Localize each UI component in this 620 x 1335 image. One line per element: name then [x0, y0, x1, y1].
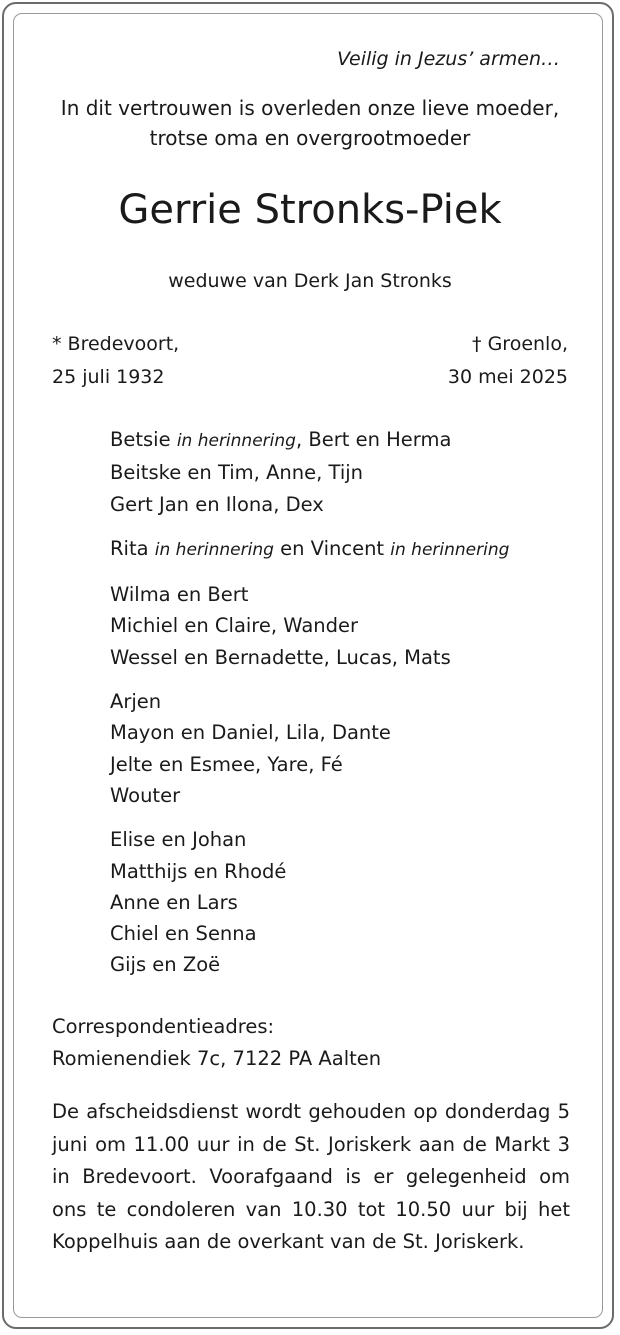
- family-line: Mayon en Daniel, Lila, Dante: [110, 721, 391, 745]
- family-member: en Vincent: [280, 536, 385, 560]
- family-line: Anne en Lars: [110, 890, 238, 914]
- birth-date: 25 juli 1932: [52, 366, 165, 388]
- family-line: Wilma en Bert: [110, 583, 249, 607]
- family-line: Gijs en Zoë: [110, 953, 221, 977]
- family-line: Matthijs en Rhodé: [110, 859, 287, 883]
- in-memory-note: in herinnering: [176, 431, 296, 451]
- correspondence-address: Romienendiek 7c, 7122 PA Aalten: [52, 1047, 382, 1070]
- family-line: Elise en Johan: [110, 828, 247, 852]
- family-member: , Bert en Herma: [295, 428, 452, 451]
- service-details: De afscheidsdienst wordt gehouden op donderdag 5 juni om 11.00 uur in de St. Joriskerk aan de Markt 3 in Bredevoort. Voorafgaand is er gelegenheid om ons te condoleren van 10.30 tot 10.50 uur bij het Koppelhuis aan de overkant van de St. Joriskerk.: [52, 1100, 570, 1253]
- birth-place: * Bredevoort,: [52, 333, 180, 355]
- widow-of: weduwe van Derk Jan Stronks: [168, 270, 452, 292]
- in-memory-note: in herinnering: [390, 539, 510, 560]
- in-memory-note: in herinnering: [154, 539, 274, 560]
- intro-line-1: In dit vertrouwen is overleden onze lieve moeder,: [60, 96, 560, 120]
- family-line: Michiel en Claire, Wander: [110, 614, 359, 638]
- family-line: Beitske en Tim, Anne, Tijn: [110, 461, 364, 485]
- deceased-name: Gerrie Stronks-Piek: [118, 187, 502, 233]
- family-line: Arjen: [110, 690, 162, 714]
- death-date: 30 mei 2025: [447, 366, 568, 388]
- family-group-1: [110, 424, 509, 520]
- family-list: [110, 424, 509, 981]
- death-place: † Groenlo,: [472, 333, 568, 355]
- intro-line-2: trotse oma en overgrootmoeder: [149, 126, 471, 150]
- correspondence: [52, 1011, 381, 1075]
- motto: Veilig in Jezus’ armen…: [337, 48, 560, 70]
- family-group-4: [110, 686, 509, 811]
- family-member: Betsie: [110, 428, 171, 451]
- family-line: Jelte en Esmee, Yare, Fé: [110, 752, 343, 776]
- family-line: Chiel en Senna: [110, 922, 257, 946]
- correspondence-label: Correspondentieadres:: [52, 1015, 275, 1038]
- family-group-5: [110, 824, 509, 980]
- family-line: [110, 424, 509, 457]
- family-group-2: [110, 533, 509, 566]
- family-line: [110, 533, 509, 566]
- family-group-3: [110, 579, 509, 673]
- family-member: Rita: [110, 536, 149, 560]
- family-line: Wessel en Bernadette, Lucas, Mats: [110, 645, 451, 669]
- family-line: Gert Jan en Ilona, Dex: [110, 492, 324, 516]
- family-line: Wouter: [110, 783, 181, 807]
